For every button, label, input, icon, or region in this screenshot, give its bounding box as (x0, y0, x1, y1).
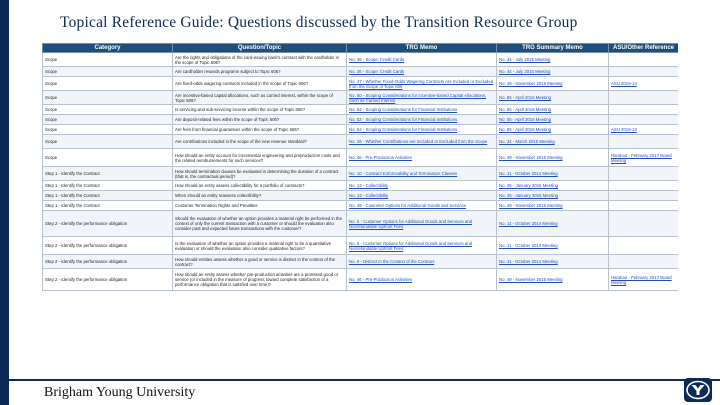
cell-question: Are fees from financial guarantees within the scope of Topic 606? (173, 125, 347, 135)
cell-trg-memo[interactable]: No. 46 - Pre-Production Activities (347, 269, 497, 291)
cell-category: Scope (43, 115, 173, 125)
cell-asu-reference[interactable] (609, 211, 679, 237)
cell-category: Scope (43, 125, 173, 135)
slide-title: Topical Reference Guide: Questions discussed by the Transition Resource Group (60, 14, 578, 31)
table-row (43, 237, 679, 255)
cell-question: Customer Termination Rights and Penalties (173, 201, 347, 211)
cell-question: Are contributions included in the scope of the new revenue standard? (173, 135, 347, 149)
header-category: Category (43, 44, 173, 53)
cell-asu-reference[interactable] (609, 115, 679, 125)
cell-asu-reference[interactable]: Handout - February 2017 Board Meeting (609, 269, 679, 291)
cell-question: Are the rights and obligations of the card-issuing bank's contract with the cardholder in the scope of Topic 606? (173, 53, 347, 67)
cell-trg-memo[interactable]: No. 26 - Whether Contributions are Included or Excluded from the Scope (347, 135, 497, 149)
cell-trg-memo[interactable]: No. 9 - Distinct in the Context of the Contract (347, 255, 497, 269)
cell-category: Scope (43, 105, 173, 115)
cell-asu-reference[interactable] (609, 191, 679, 201)
cell-category: Step 1 - Identify the Contract (43, 191, 173, 201)
footer-university-name: Brigham Young University (42, 383, 244, 403)
table-row (43, 201, 679, 211)
cell-trg-memo[interactable]: No. 46 - Pre-Production Activities (347, 149, 497, 167)
table-row (43, 269, 679, 291)
cell-summary-memo[interactable]: No. 49 - November 2015 Meeting (497, 269, 609, 291)
cell-category: Scope (43, 135, 173, 149)
cell-question: Is the evaluation of whether an option provides a material right to be a quantitative evaluation or should the evaluation also consider qualitative factors? (173, 237, 347, 255)
cell-trg-memo[interactable]: No. 48 - Customer Options for Additional Goods and Services (347, 201, 497, 211)
cell-asu-reference[interactable] (609, 237, 679, 255)
table-row (43, 105, 679, 115)
cell-trg-memo[interactable]: No. 36 - Scope: Credit Cards (347, 53, 497, 67)
cell-summary-memo[interactable]: No. 44 - July 2015 Meeting (497, 53, 609, 67)
table-row (43, 135, 679, 149)
cell-summary-memo[interactable]: No. 49 - November 2015 Meeting (497, 201, 609, 211)
cell-trg-memo[interactable]: No. 10 - Contract Enforceability and Termination Clauses (347, 167, 497, 181)
reference-table (42, 43, 678, 291)
header-trg-memo: TRG Memo (347, 44, 497, 53)
cell-trg-memo[interactable]: No. 52 - Scoping Considerations for Financial Institutions (347, 105, 497, 115)
cell-summary-memo[interactable]: No. 44 - July 2015 Meeting (497, 67, 609, 77)
cell-category: Scope (43, 67, 173, 77)
cell-question: Are deposit-related fees within the scope of Topic 606? (173, 115, 347, 125)
cell-category: Scope (43, 77, 173, 91)
footer-rule (0, 379, 720, 381)
cell-asu-reference[interactable] (609, 255, 679, 269)
cell-category: Scope (43, 91, 173, 105)
cell-question: How should an entity assess whether pre-production activities are a promised good or service (or included in the measure of progress toward complete satisfaction of a performance obligation that is satisfied over time)? (173, 269, 347, 291)
byu-y-logo (684, 378, 712, 402)
table-row (43, 91, 679, 105)
table-row (43, 67, 679, 77)
cell-trg-memo[interactable]: No. 13 - Collectibility (347, 181, 497, 191)
table-row (43, 167, 679, 181)
cell-asu-reference[interactable] (609, 105, 679, 115)
cell-asu-reference[interactable] (609, 167, 679, 181)
cell-category: Step 1 - Identify the Contract (43, 201, 173, 211)
cell-summary-memo[interactable]: No. 34 - March 2015 Meeting (497, 135, 609, 149)
cell-category: Scope (43, 53, 173, 67)
cell-asu-reference[interactable] (609, 181, 679, 191)
cell-summary-memo[interactable]: No. 55 - April 2016 Meeting (497, 91, 609, 105)
cell-trg-memo[interactable]: No. 52 - Scoping Considerations for Financial Institutions (347, 125, 497, 135)
table-row (43, 115, 679, 125)
table-header-row (43, 44, 679, 53)
table-row (43, 255, 679, 269)
cell-asu-reference[interactable]: Handout - February 2017 Board Meeting (609, 149, 679, 167)
cell-summary-memo[interactable]: No. 49 - November 2015 Meeting (497, 77, 609, 91)
cell-asu-reference[interactable] (609, 53, 679, 67)
cell-category: Scope (43, 149, 173, 167)
header-summary-memo: TRG Summary Memo (497, 44, 609, 53)
table-row (43, 125, 679, 135)
cell-question: When should an entity reassess collectibility? (173, 191, 347, 201)
cell-summary-memo[interactable]: No. 25 - January 2015 Meeting (497, 181, 609, 191)
cell-summary-memo[interactable]: No. 55 - April 2016 Meeting (497, 125, 609, 135)
cell-question: Are cardholder rewards programs subject to Topic 606? (173, 67, 347, 77)
cell-question: Should the evaluation of whether an option provides a material right be performed in the context of only the current transaction with a customer or should the evaluation also consider past and expected future transactions with the customer? (173, 211, 347, 237)
header-question: Question/Topic (173, 44, 347, 53)
cell-category: Step 2 - Identify the performance obligation (43, 255, 173, 269)
cell-trg-memo[interactable]: No. 47 - Whether Fixed-Odds Wagering Contracts Are Included or Excluded from the Scope of Topic 606 (347, 77, 497, 91)
cell-summary-memo[interactable]: No. 11 - October 2014 Meeting (497, 211, 609, 237)
cell-category: Step 2 - Identify the performance obligation (43, 237, 173, 255)
cell-category: Step 1 - Identify the Contract (43, 167, 173, 181)
cell-summary-memo[interactable]: No. 55 - April 2016 Meeting (497, 105, 609, 115)
cell-question: How should an entity assess collectibility for a portfolio of contracts? (173, 181, 347, 191)
cell-summary-memo[interactable]: No. 11 - October 2014 Meeting (497, 167, 609, 181)
cell-asu-reference[interactable] (609, 201, 679, 211)
reference-table-container (42, 43, 678, 378)
cell-category: Step 2 - Identify the performance obligation (43, 211, 173, 237)
cell-summary-memo[interactable]: No. 55 - April 2016 Meeting (497, 115, 609, 125)
cell-category: Step 2 - Identify the performance obligation (43, 269, 173, 291)
table-row (43, 149, 679, 167)
left-accent-bar (0, 0, 9, 405)
header-asu-reference: ASU/Other Reference (609, 44, 679, 53)
cell-trg-memo[interactable]: No. 6 - Customer Options for Additional Goods and Services and Nonrefundable Upfront Fees (347, 211, 497, 237)
cell-trg-memo[interactable]: No. 6 - Customer Options for Additional Goods and Services and Nonrefundable Upfront Fees (347, 237, 497, 255)
cell-summary-memo[interactable]: No. 11 - October 2014 Meeting (497, 255, 609, 269)
cell-question: How should an entity account for incremental engineering and preproduction costs and the related reimbursements for such services? (173, 149, 347, 167)
cell-trg-memo[interactable]: No. 13 - Collectibility (347, 191, 497, 201)
table-row (43, 191, 679, 201)
cell-question: Are incentive-based capital allocations, such as carried interest, within the scope of Topic 606? (173, 91, 347, 105)
cell-summary-memo[interactable]: No. 49 - November 2015 Meeting (497, 149, 609, 167)
cell-asu-reference[interactable] (609, 67, 679, 77)
table-row (43, 53, 679, 67)
table-row (43, 181, 679, 191)
cell-summary-memo[interactable]: No. 25 - January 2015 Meeting (497, 191, 609, 201)
cell-asu-reference[interactable] (609, 91, 679, 105)
table-row (43, 211, 679, 237)
cell-trg-memo[interactable]: No. 52 - Scoping Considerations for Financial Institutions (347, 115, 497, 125)
cell-asu-reference[interactable] (609, 135, 679, 149)
cell-trg-memo[interactable]: No. 50 - Scoping Considerations for Incentive-based Capital Allocations, Such as Carried Interest (347, 91, 497, 105)
cell-asu-reference[interactable]: ASU 2016-13 (609, 125, 679, 135)
cell-question: Are fixed-odds wagering contracts included in the scope of Topic 606? (173, 77, 347, 91)
cell-asu-reference[interactable]: ASU 2016-13 (609, 77, 679, 91)
cell-question: Is servicing and sub-servicing income within the scope of Topic 606? (173, 105, 347, 115)
cell-question: How should termination clauses be evaluated in determining the duration of a contract (that is, the contractual period)? (173, 167, 347, 181)
table-row (43, 77, 679, 91)
cell-question: How should entities assess whether a good or service is distinct in the context of the contract? (173, 255, 347, 269)
cell-trg-memo[interactable]: No. 36 - Scope: Credit Cards (347, 67, 497, 77)
cell-category: Step 1 - Identify the Contract (43, 181, 173, 191)
cell-summary-memo[interactable]: No. 11 - October 2014 Meeting (497, 237, 609, 255)
